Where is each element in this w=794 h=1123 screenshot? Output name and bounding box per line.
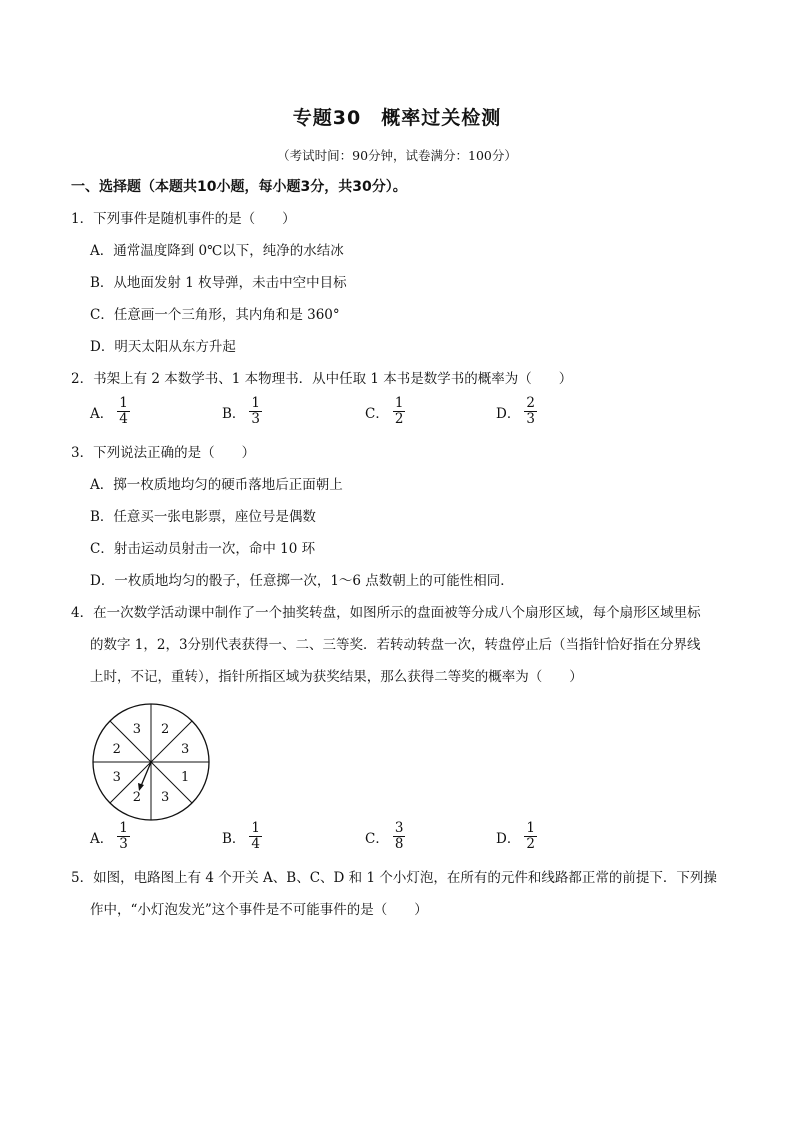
numerator: 1 <box>394 395 404 411</box>
question-2-choice-a <box>90 396 130 427</box>
choice-label: C． <box>365 405 389 422</box>
question-4-line-3: 上时，不记，重转），指针所指区域为获奖结果，那么获得二等奖的概率为（ ） <box>90 669 583 685</box>
numerator: 1 <box>119 820 128 836</box>
question-2-stem: 2．书架上有 2 本数学书、1 本物理书．从中任取 1 本书是数学书的概率为（ ） <box>71 371 573 387</box>
numerator: 1 <box>526 820 535 836</box>
numerator: 1 <box>251 395 261 411</box>
denominator: 2 <box>394 411 404 427</box>
sector-number: 2 <box>161 721 170 737</box>
question-1-stem: 1．下列事件是随机事件的是（ ） <box>71 211 296 227</box>
choice-label: B． <box>222 830 246 847</box>
fraction <box>117 396 130 427</box>
sector-number: 3 <box>132 721 141 737</box>
sector-number: 3 <box>161 790 170 806</box>
question-4-line-1: 4．在一次数学活动课中制作了一个抽奖转盘，如图所示的盘面被等分成八个扇形区域，每个扇形区域里标 <box>71 605 701 621</box>
denominator: 3 <box>119 836 128 852</box>
page-title: 专题30 概率过关检测 <box>292 107 502 129</box>
section-heading: 一、选择题（本题共10小题，每小题3分，共30分）。 <box>71 179 407 195</box>
question-1-option-a: A．通常温度降到 0℃以下，纯净的水结冰 <box>90 243 344 259</box>
question-2-choice-c <box>365 396 405 427</box>
fraction <box>117 821 130 852</box>
question-4-line-2: 的数字 1，2，3分别代表获得一、二、三等奖．若转动转盘一次，转盘停止后（当指针恰好指在分界线 <box>90 637 701 653</box>
sector-number: 1 <box>181 770 190 786</box>
numerator: 1 <box>251 820 261 836</box>
choice-label: C． <box>365 830 389 847</box>
question-2-choice-b <box>222 396 262 427</box>
numerator: 2 <box>526 395 535 411</box>
denominator: 4 <box>251 836 261 852</box>
numerator: 3 <box>394 820 404 836</box>
question-1-option-d: D．明天太阳从东方升起 <box>90 339 236 355</box>
sector-number: 3 <box>181 741 190 757</box>
question-4-choice-d <box>496 821 537 852</box>
choice-label: A． <box>90 830 114 847</box>
fraction <box>393 821 406 852</box>
sector-number: 2 <box>132 790 141 806</box>
denominator: 3 <box>526 411 535 427</box>
question-3-option-d: D．一枚质地均匀的骰子，任意掷一次，1～6 点数朝上的可能性相同． <box>90 573 514 589</box>
fraction <box>524 396 537 427</box>
fraction <box>249 821 262 852</box>
denominator: 8 <box>394 836 404 852</box>
question-2-choice-d <box>496 396 537 427</box>
choice-label: D． <box>496 405 521 422</box>
exam-info: （考试时间：90分钟，试卷满分：100分） <box>277 148 517 163</box>
question-3-option-b: B．任意买一张电影票，座位号是偶数 <box>90 509 316 525</box>
choice-label: A． <box>90 405 114 422</box>
question-3-option-c: C．射击运动员射击一次，命中 10 环 <box>90 541 316 557</box>
question-3-option-a: A．掷一枚质地均匀的硬币落地后正面朝上 <box>90 477 343 493</box>
sector-number: 2 <box>112 741 121 757</box>
question-1-option-b: B．从地面发射 1 枚导弹，未击中空中目标 <box>90 275 347 291</box>
denominator: 2 <box>526 836 535 852</box>
fraction <box>249 396 262 427</box>
denominator: 3 <box>251 411 261 427</box>
fraction <box>393 396 406 427</box>
choice-label: D． <box>496 830 521 847</box>
choice-label: B． <box>222 405 246 422</box>
spinner-wheel-figure <box>89 700 213 824</box>
question-4-choice-a <box>90 821 130 852</box>
sector-number: 3 <box>112 770 121 786</box>
question-4-choice-b <box>222 821 262 852</box>
question-4-choice-c <box>365 821 405 852</box>
question-3-stem: 3．下列说法正确的是（ ） <box>71 445 256 461</box>
numerator: 1 <box>119 395 128 411</box>
question-5-line-1: 5．如图，电路图上有 4 个开关 A、B、C、D 和 1 个小灯泡，在所有的元件和线路都正常的前提下．下列操 <box>71 870 717 886</box>
denominator: 4 <box>119 411 128 427</box>
question-5-line-2: 作中，“小灯泡发光”这个事件是不可能事件的是（ ） <box>90 902 428 918</box>
question-1-option-c: C．任意画一个三角形，其内角和是 360° <box>90 307 340 323</box>
fraction <box>524 821 537 852</box>
